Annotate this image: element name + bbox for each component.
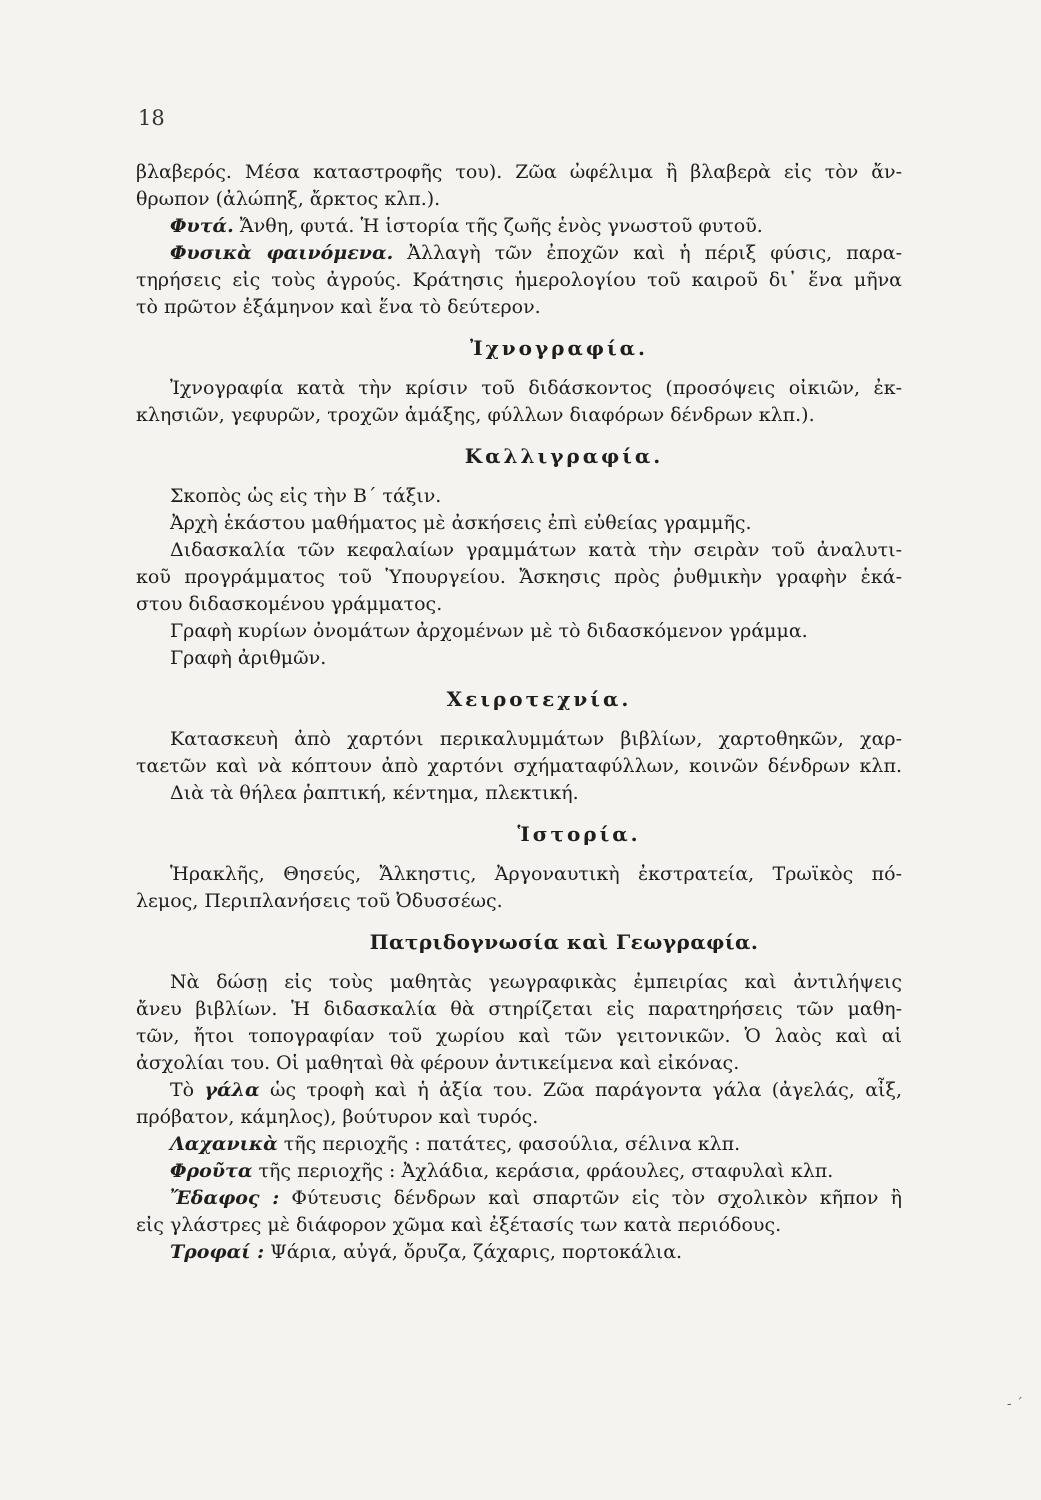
page-body [136,159,902,1266]
text-line: ταετῶν καὶ νὰ κόπτουν ἀπὸ χαρτόνι σχήματαφύλλων, κοινῶν δένδρων κλπ. [136,755,902,777]
text-line: Ἰχνογραφία κατὰ τὴν κρίσιν τοῦ διδάσκοντος (προσόψεις οἰκιῶν, ἐκ- [170,377,902,399]
text-line: κοῦ προγράμματος τοῦ Ὑπουργείου. Ἄσκησις πρὸς ῥυθμικὴν γραφὴν ἑκά- [136,566,902,588]
text-line: εἰς γλάστρες μὲ διάφορον χῶμα καὶ ἐξέτασίς των κατὰ περιόδους. [136,1214,782,1236]
section-heading-iconography: Ἰχνογραφία. [470,336,648,360]
section-heading-geography: Πατριδογνωσία καὶ Γεωγραφία. [369,930,759,954]
text-line: Νὰ δώσῃ εἰς τοὺς μαθητὰς γεωγραφικὰς ἐμπειρίας καὶ ἀντιλήψεις [170,971,902,993]
text-line: ἄνευ βιβλίων. Ἡ διδασκαλία θὰ στηρίζεται εἰς παρατηρήσεις τῶν μαθη- [136,998,902,1020]
text-line: Σκοπὸς ὡς εἰς τὴν Β΄ τάξιν. [170,485,442,507]
text-line: λεμος, Περιπλανήσεις τοῦ Ὀδυσσέως. [136,890,503,912]
text-line: Ἀρχὴ ἑκάστου μαθήματος μὲ ἀσκήσεις ἐπὶ εὐθείας γραμμῆς. [170,512,752,534]
corner-mark: - ´ [1006,1396,1023,1412]
text-line: ἀσχολίαι του. Οἱ μαθηταὶ θὰ φέρουν ἀντικείμενα καὶ εἰκόνας. [136,1052,740,1074]
text-line: στου διδασκομένου γράμματος. [136,593,443,615]
text-line: τῶν, ἤτοι τοπογραφίαν τοῦ χωρίου καὶ τῶν γειτονικῶν. Ὁ λαὸς καὶ αἱ [136,1025,902,1047]
text-line: Ἔδαφος : Φύτευσις δένδρων καὶ σπαρτῶν εἰς τὸν σχολικὸν κῆπον ἢ [170,1187,902,1209]
inline-label: Τροφαί : [170,1241,265,1263]
inline-label: Φυσικὰ φαινόμενα. [170,242,394,264]
text-line: κλησιῶν, γεφυρῶν, τροχῶν ἁμάξης, φύλλων διαφόρων δένδρων κλπ.). [136,404,815,426]
text-line: τηρήσεις εἰς τοὺς ἀγρούς. Κράτησις ἡμερολογίου τοῦ καιροῦ δι᾿ ἕνα μῆνα [136,269,902,291]
text-line: πρόβατον, κάμηλος), βούτυρον καὶ τυρός. [136,1106,539,1128]
text-line: Γραφὴ ἀριθμῶν. [170,647,327,669]
text-line: θρωπον (ἀλώπηξ, ἄρκτος κλπ.). [136,188,441,210]
text-line: Τροφαί : Ψάρια, αὐγά, ὄρυζα, ζάχαρις, πορτοκάλια. [170,1241,683,1263]
text-line: Τὸ γάλα ὡς τροφὴ καὶ ἡ ἀξία του. Ζῶα παράγοντα γάλα (ἀγελάς, αἶξ, [170,1079,902,1101]
text-line: βλαβερός. Μέσα καταστροφῆς του). Ζῶα ὠφέλιμα ἢ βλαβερὰ εἰς τὸν ἄν- [136,161,902,183]
inline-label: γάλα [204,1079,260,1101]
text-line: Φυσικὰ φαινόμενα. Ἀλλαγὴ τῶν ἐποχῶν καὶ ἡ πέριξ φύσις, παρα- [170,242,902,264]
text-line: Διὰ τὰ θήλεα ῥαπτική, κέντημα, πλεκτική. [170,782,579,804]
section-heading-history: Ἱστορία. [517,822,641,846]
text-line: Λαχανικὰ τῆς περιοχῆς : πατάτες, φασούλια, σέλινα κλπ. [170,1133,741,1155]
text-line: Κατασκευὴ ἀπὸ χαρτόνι περικαλυμμάτων βιβλίων, χαρτοθηκῶν, χαρ- [170,728,902,750]
inline-label: Ἔδαφος : [170,1187,280,1209]
text-line: Διδασκαλία τῶν κεφαλαίων γραμμάτων κατὰ τὴν σειρὰν τοῦ ἀναλυτι- [170,539,902,561]
text-line: τὸ πρῶτον ἑξάμηνον καὶ ἕνα τὸ δεύτερον. [136,296,541,318]
inline-label: Φροῦτα [170,1160,253,1182]
inline-label: Φυτά. [170,215,234,237]
section-heading-calligraphy: Καλλιγραφία. [464,444,664,468]
text-line: Γραφὴ κυρίων ὀνομάτων ἀρχομένων μὲ τὸ διδασκόμενον γράμμα. [170,620,808,642]
inline-label: Λαχανικὰ [170,1133,278,1155]
text-line: Φυτά. Ἄνθη, φυτά. Ἡ ἱστορία τῆς ζωῆς ἑνὸς γνωστοῦ φυτοῦ. [170,215,763,237]
section-heading-handicraft: Χειροτεχνία. [446,687,632,711]
page-number: 18 [138,106,165,130]
text-line: Φροῦτα τῆς περιοχῆς : Ἀχλάδια, κεράσια, φράουλες, σταφυλαὶ κλπ. [170,1160,834,1182]
text-line: Ἡρακλῆς, Θησεύς, Ἄλκηστις, Ἀργοναυτικὴ ἐκστρατεία, Τρωϊκὸς πό- [170,863,902,885]
